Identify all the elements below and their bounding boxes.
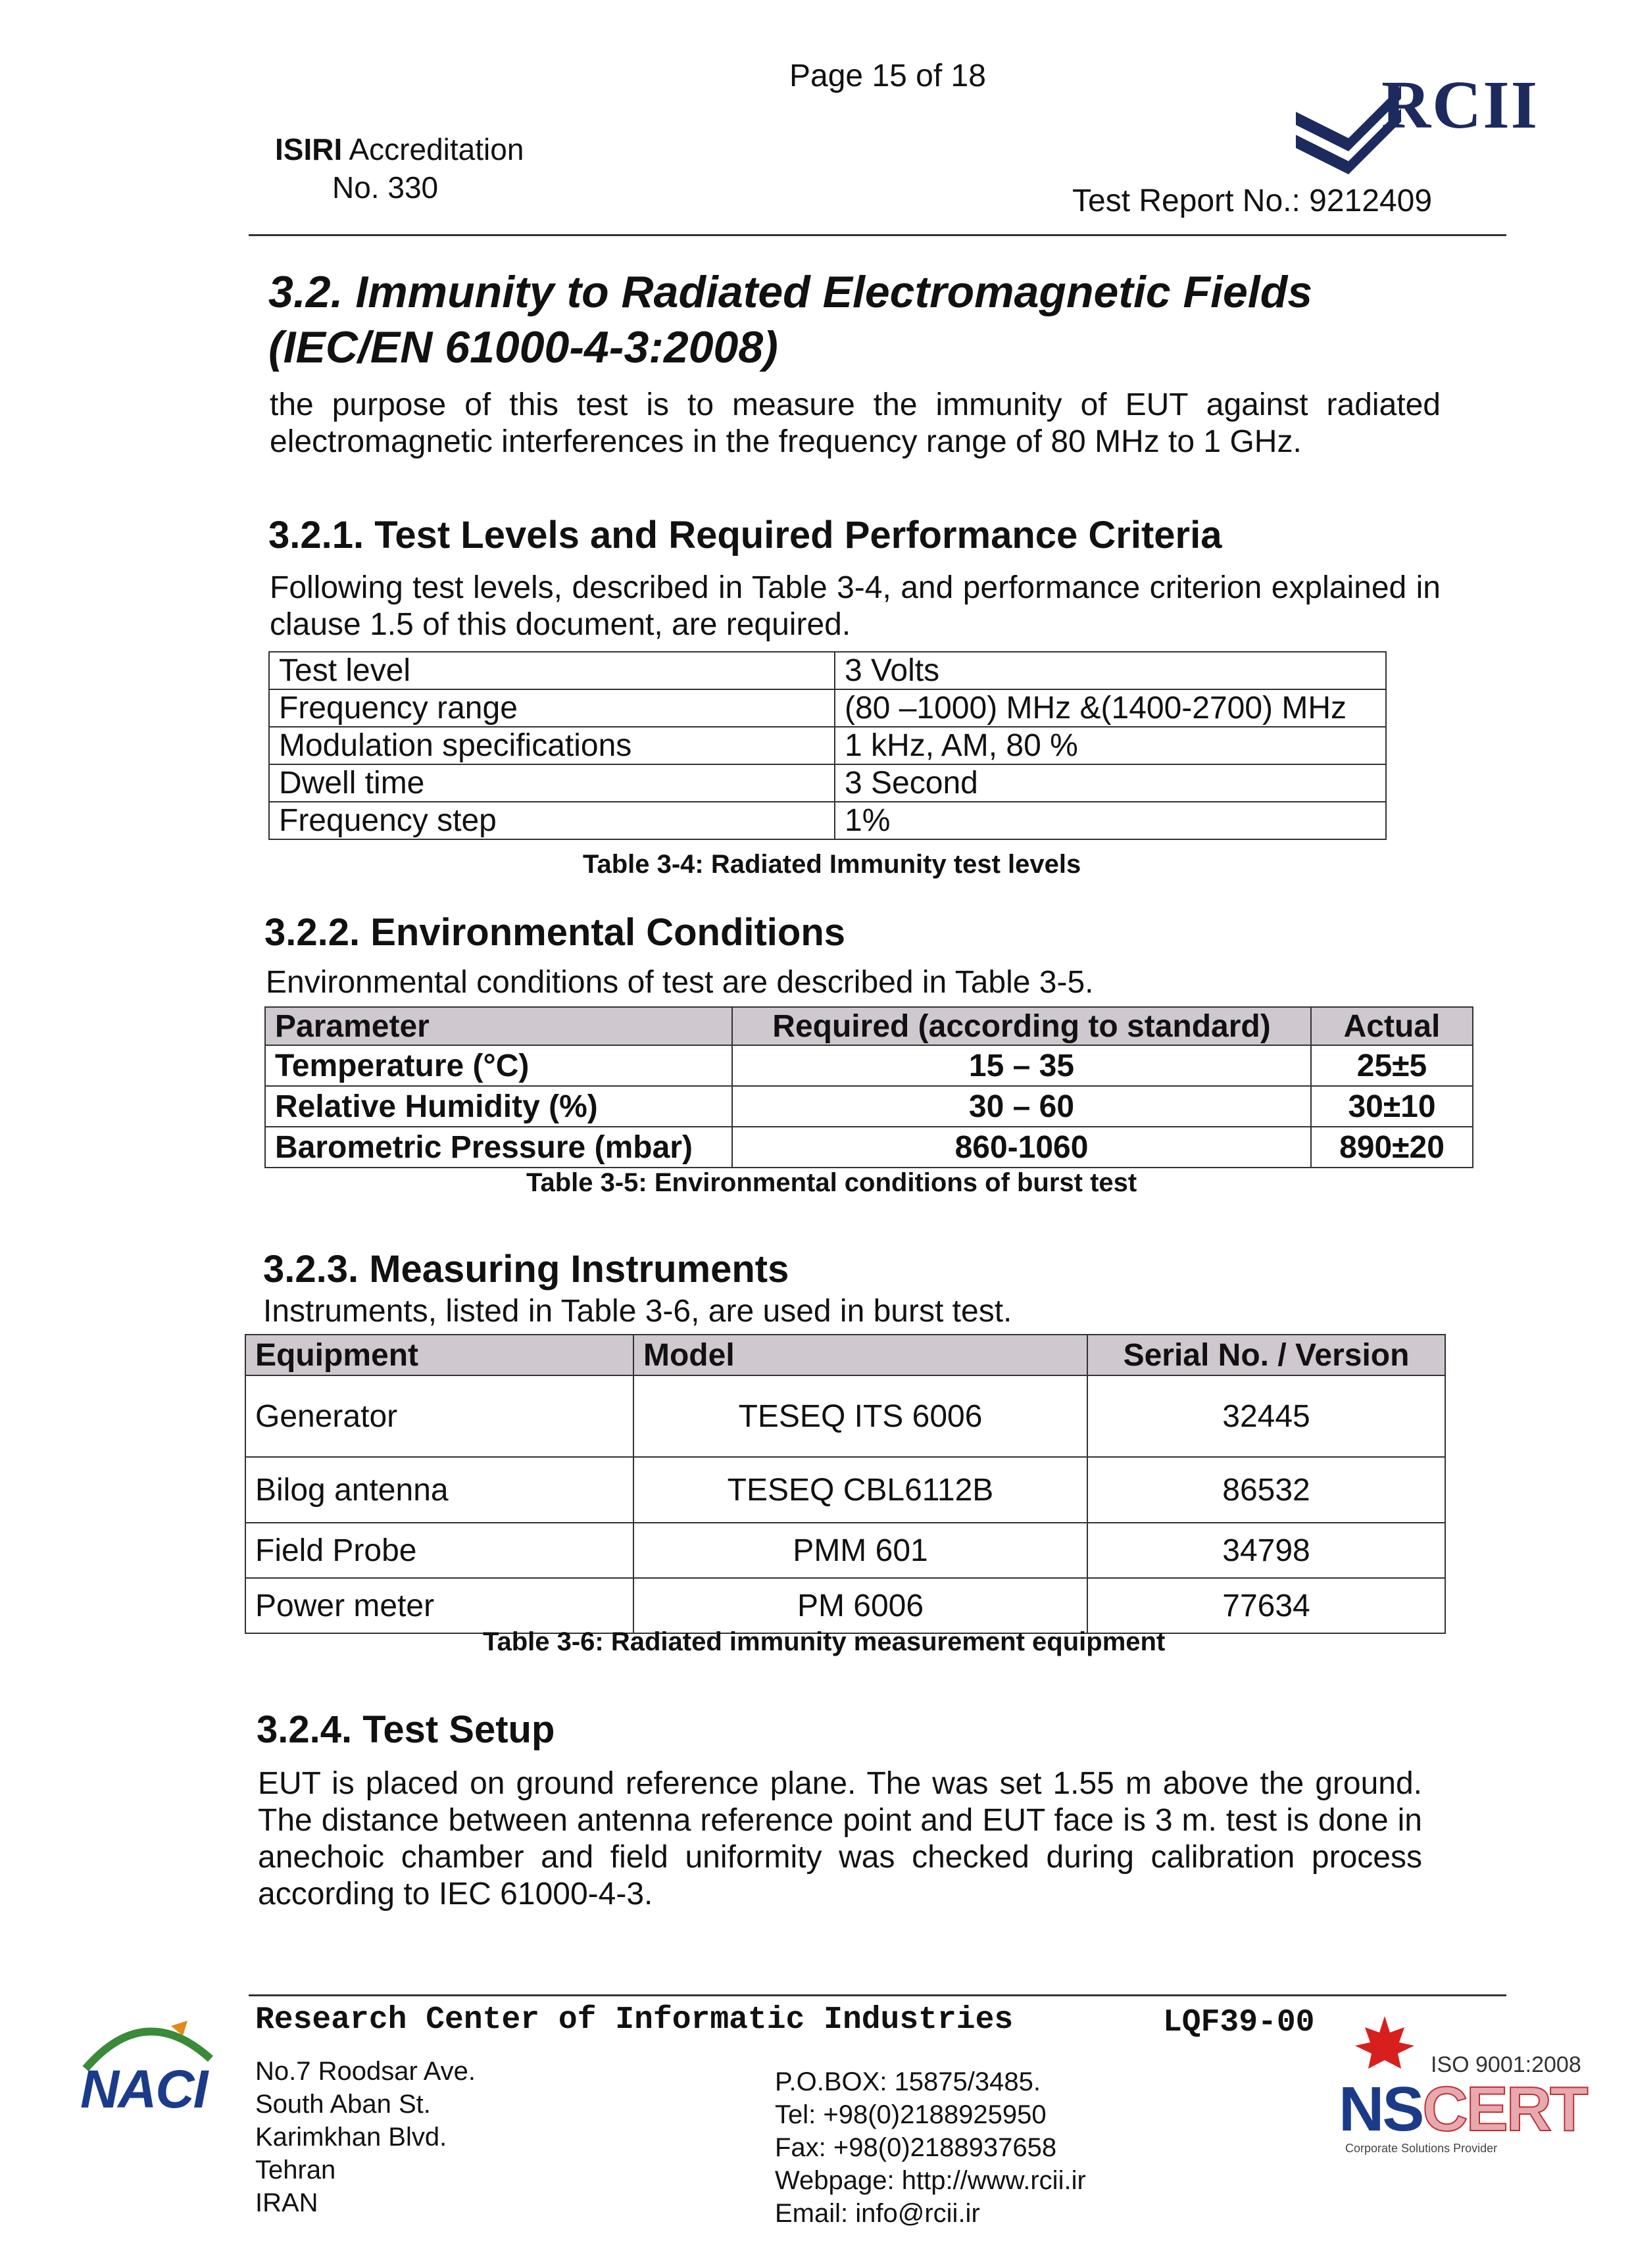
table-cell: 3 Volts — [835, 652, 1386, 689]
table-row — [269, 689, 1386, 727]
test-levels-table — [268, 651, 1387, 840]
table-3-5-caption: Table 3-5: Environmental conditions of burst test — [526, 1168, 1137, 1197]
section-intro: the purpose of this test is to measure the immunity of EUT against radiated electromagnetic interferences in the frequency range of 80 MHz to 1 GHz. — [270, 387, 1441, 459]
table-header: Model — [633, 1335, 1087, 1375]
table-row — [269, 727, 1386, 764]
instruments-table — [245, 1334, 1446, 1634]
accreditation-number: No. 330 — [332, 170, 439, 205]
table-header: Actual — [1311, 1007, 1473, 1045]
table-cell: 30±10 — [1311, 1086, 1473, 1127]
rcii-logo — [1289, 66, 1539, 191]
report-label: Test Report No.: — [1072, 184, 1300, 218]
environment-table — [264, 1006, 1473, 1168]
nscert-logo — [1339, 2013, 1589, 2155]
contact-webpage[interactable]: Webpage: http://www.rcii.ir — [775, 2166, 1086, 2195]
table-row — [269, 652, 1386, 689]
maple-leaf-icon — [1345, 2013, 1424, 2079]
table-cell: Generator — [245, 1375, 633, 1457]
footer-contact — [775, 2065, 1086, 2230]
test-levels-intro: Following test levels, described in Table 3-4, and performance criterion explained in clause 1.5 of this document, are required. — [270, 570, 1441, 642]
table-3-4-caption: Table 3-4: Radiated Immunity test levels — [583, 850, 1081, 879]
table-cell: 1 kHz, AM, 80 % — [835, 727, 1386, 764]
ns-text: NS — [1339, 2074, 1423, 2144]
table-cell: (80 –1000) MHz &(1400-2700) MHz — [835, 689, 1386, 727]
setup-heading: 3.2.4. Test Setup — [257, 1708, 555, 1751]
table-cell: 25±5 — [1311, 1045, 1473, 1086]
contact-po-box: P.O.BOX: 15875/3485. — [775, 2067, 1041, 2096]
table-cell: 77634 — [1087, 1578, 1445, 1633]
table-header: Required (according to standard) — [732, 1007, 1311, 1045]
instruments-intro: Instruments, listed in Table 3-6, are used in burst test. — [263, 1294, 1012, 1329]
table-row — [265, 1127, 1473, 1168]
cert-text: CERT — [1422, 2074, 1587, 2144]
address-line: Karimkhan Blvd. — [255, 2123, 447, 2152]
table-3-6-caption: Table 3-6: Radiated immunity measurement equipment — [483, 1627, 1166, 1656]
table-cell: 32445 — [1087, 1375, 1445, 1457]
footer-divider — [249, 1994, 1506, 1996]
table-row — [245, 1375, 1445, 1457]
table-cell: Temperature (°C) — [265, 1045, 732, 1086]
table-header-row — [265, 1007, 1473, 1045]
table-cell: 860-1060 — [732, 1127, 1311, 1168]
table-cell: TESEQ ITS 6006 — [633, 1375, 1087, 1457]
setup-text: EUT is placed on ground reference plane. The was set 1.55 m above the ground. The distance between antenna reference point and EUT face is 3 m. test is done in anechoic chamber and field uniformity was checked during calibration process according to IEC 61000-4-3. — [258, 1766, 1422, 1911]
page-number: Page 15 of 18 — [789, 59, 986, 93]
table-row — [265, 1045, 1473, 1086]
table-cell: PM 6006 — [633, 1578, 1087, 1633]
table-cell: 34798 — [1087, 1523, 1445, 1578]
table-cell: 30 – 60 — [732, 1086, 1311, 1127]
address-line: Tehran — [255, 2156, 336, 2184]
table-cell: 1% — [835, 802, 1386, 839]
table-cell: Dwell time — [269, 764, 835, 802]
section-heading: 3.2. Immunity to Radiated Electromagnetic Fields (IEC/EN 61000-4-3:2008) — [268, 267, 1313, 372]
table-cell: 15 – 35 — [732, 1045, 1311, 1086]
accreditation-word: Accreditation — [349, 132, 524, 166]
naci-logo — [72, 2013, 224, 2138]
table-cell: Power meter — [245, 1578, 633, 1633]
test-levels-heading: 3.2.1. Test Levels and Required Performance Criteria — [268, 514, 1222, 556]
environment-heading: 3.2.2. Environmental Conditions — [264, 911, 846, 954]
instruments-heading: 3.2.3. Measuring Instruments — [263, 1248, 789, 1291]
table-cell: Modulation specifications — [269, 727, 835, 764]
table-row — [269, 764, 1386, 802]
rcii-logo-text: RCII — [1381, 67, 1539, 143]
contact-fax: Fax: +98(0)2188937658 — [775, 2133, 1057, 2162]
table-cell: 890±20 — [1311, 1127, 1473, 1168]
address-line: IRAN — [255, 2188, 318, 2217]
report-value: 9212409 — [1309, 184, 1433, 218]
accreditation-label — [275, 132, 524, 167]
table-cell: Field Probe — [245, 1523, 633, 1578]
table-row — [245, 1457, 1445, 1523]
table-row — [245, 1578, 1445, 1633]
contact-email[interactable]: Email: info@rcii.ir — [775, 2199, 980, 2228]
table-cell: Test level — [269, 652, 835, 689]
table-cell: Barometric Pressure (mbar) — [265, 1127, 732, 1168]
table-row — [269, 802, 1386, 839]
table-header: Serial No. / Version — [1087, 1335, 1445, 1375]
table-cell: Frequency step — [269, 802, 835, 839]
address-line: South Aban St. — [255, 2090, 431, 2119]
table-cell: Frequency range — [269, 689, 835, 727]
table-cell: 3 Second — [835, 764, 1386, 802]
table-cell: 86532 — [1087, 1457, 1445, 1523]
table-cell: TESEQ CBL6112B — [633, 1457, 1087, 1523]
table-row — [265, 1086, 1473, 1127]
naci-logo-text: NACI — [80, 2059, 207, 2119]
table-cell: PMM 601 — [633, 1523, 1087, 1578]
nscert-wordmark — [1339, 2073, 1587, 2146]
contact-tel: Tel: +98(0)2188925950 — [775, 2100, 1047, 2129]
accreditation-org: ISIRI — [275, 132, 343, 166]
footer-org-name: Research Center of Informatic Industries — [255, 2002, 1014, 2038]
nscert-tagline: Corporate Solutions Provider — [1345, 2142, 1498, 2155]
table-cell: Relative Humidity (%) — [265, 1086, 732, 1127]
header-divider — [249, 234, 1506, 236]
address-line: No.7 Roodsar Ave. — [255, 2057, 476, 2086]
footer-form-code: LQF39-00 — [1163, 2005, 1315, 2040]
environment-intro: Environmental conditions of test are described in Table 3-5. — [266, 965, 1094, 1000]
table-header-row — [245, 1335, 1445, 1375]
table-cell: Bilog antenna — [245, 1457, 633, 1523]
footer-address — [255, 2055, 476, 2219]
table-header: Parameter — [265, 1007, 732, 1045]
table-row — [245, 1523, 1445, 1578]
iso-label: ISO 9001:2008 — [1431, 2052, 1581, 2077]
table-header: Equipment — [245, 1335, 633, 1375]
